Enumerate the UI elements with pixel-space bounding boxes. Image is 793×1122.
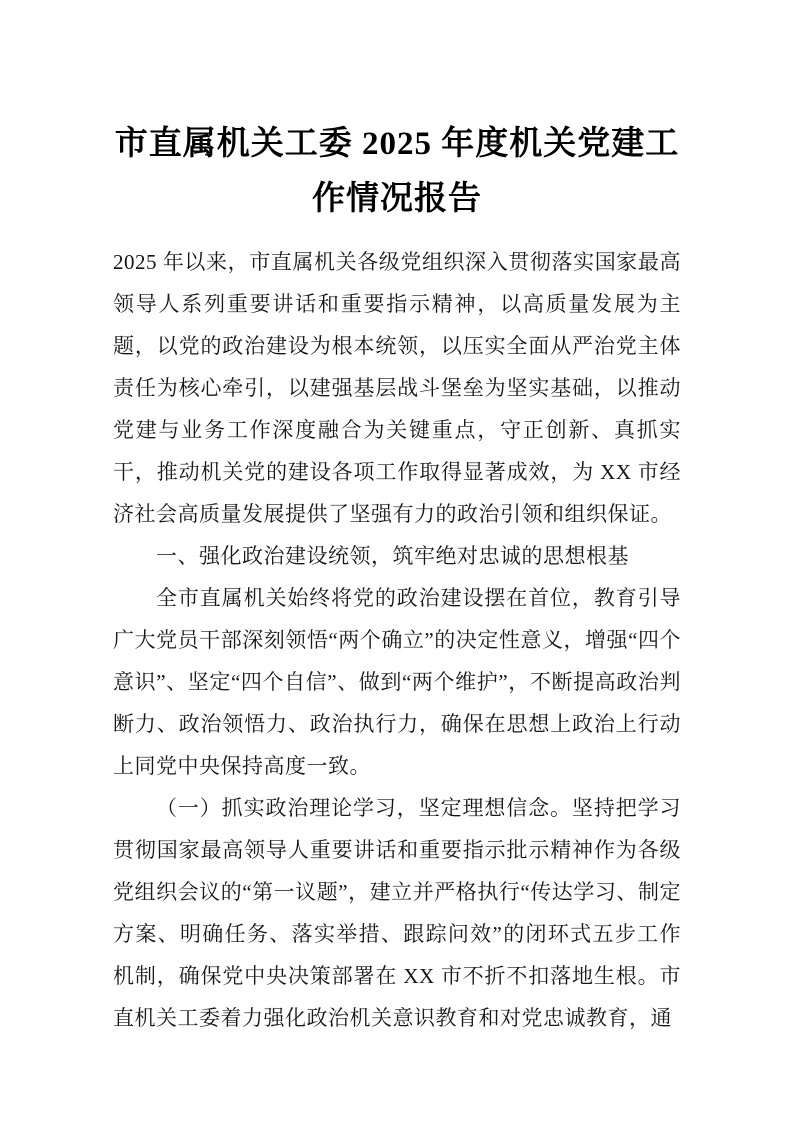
section-heading-1: 一、强化政治建设统领，筑牢绝对忠诚的思想根基 (156, 544, 629, 568)
paragraph-political-building: 全市直属机关始终将党的政治建设摆在首位，教育引导广大党员干部深刻领悟“两个确立”的决定性意义，增强“四个意识”、坚定“四个自信”、做到“两个维护”，不断提高政治判断力、政治领悟力、政治执行力，确保在思想上政治上行动上同党中央保持高度一致。 (113, 586, 681, 778)
document-title: 市直属机关工委 2025 年度机关党建工作情况报告 (114, 126, 680, 217)
paragraph-overview: 2025 年以来，市直属机关各级党组织深入贯彻落实国家最高领导人系列重要讲话和重要指示精神，以高质量发展为主题，以党的政治建设为根本统领，以压实全面从严治党主体责任为核心牵引，以建强基层战斗堡垒为坚实基础，以推动党建与业务工作深度融合为关键重点，守正创新、真抓实干，推动机关党的建设各项工作取得显著成效，为 XX 市经济社会高质量发展提供了坚强有力的政治引领和组织保证。 (113, 250, 681, 526)
paragraph-theory-study: （一）抓实政治理论学习，坚定理想信念。坚持把学习贯彻国家最高领导人重要讲话和重要指示批示精神作为各级党组织会议的“第一议题”，建立并严格执行“传达学习、制定方案、明确任务、落实举措、跟踪问效”的闭环式五步工作机制，确保党中央决策部署在 XX 市不折不扣落地生根。市直机关工委着力强化政治机关意识教育和对党忠诚教育，通 (113, 796, 681, 1030)
